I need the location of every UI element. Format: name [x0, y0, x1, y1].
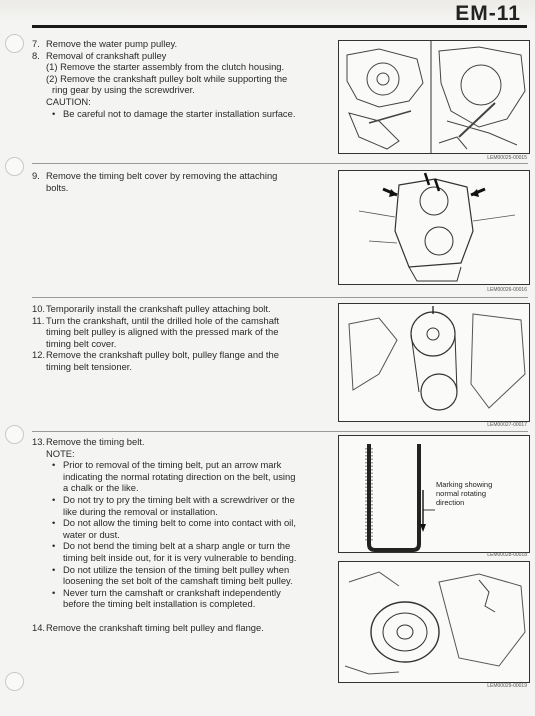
- line-text: indicating the normal rotating direction on the belt, using: [63, 470, 296, 482]
- line-text: a chalk or the like.: [63, 482, 139, 494]
- step-line: [32, 50, 332, 62]
- bullet-dot: •: [52, 107, 56, 119]
- step-line: [32, 170, 332, 182]
- camshaft-pulley-illustration: [339, 304, 529, 421]
- text-line: [32, 361, 332, 373]
- section-steps-10-12: [32, 301, 528, 431]
- page-code: EM-11: [455, 2, 521, 25]
- line-text: CAUTION:: [46, 95, 91, 107]
- line-text: Do not bend the timing belt at a sharp angle or turn the: [63, 540, 291, 552]
- text-line: [32, 552, 332, 564]
- step-number: 10.: [32, 303, 46, 314]
- figure-code: LEM00028-00018: [487, 552, 527, 558]
- step-line: [32, 303, 332, 315]
- line-text: Removal of crankshaft pulley: [46, 49, 167, 61]
- section-divider: [32, 297, 528, 298]
- bullet-dot: •: [52, 517, 56, 529]
- step-line: [32, 349, 332, 361]
- bullet-dot: •: [52, 586, 56, 598]
- figure-timing-belt-marking: [338, 435, 530, 553]
- section-text: [32, 303, 332, 373]
- header-rule: [32, 25, 527, 28]
- text-line: [32, 96, 332, 108]
- callout-line: Marking showing: [436, 480, 493, 489]
- step-number: 14.: [32, 621, 46, 633]
- line-text: Prior to removal of the timing belt, put an arrow mark: [63, 459, 282, 471]
- step-line: [32, 436, 332, 448]
- bullet-line: [32, 517, 332, 529]
- line-text: like during the removal or installation.: [63, 505, 218, 517]
- text-line: [32, 182, 332, 194]
- crankshaft-pulley-illustration: [339, 562, 529, 682]
- line-text: Be careful not to damage the starter installation surface.: [63, 107, 296, 119]
- step-line: [32, 315, 332, 327]
- section-step-9: [32, 167, 528, 297]
- section-text: [32, 170, 332, 193]
- section-divider: [32, 163, 528, 164]
- callout-line: normal rotating: [436, 489, 487, 498]
- line-text: before the timing belt installation is completed.: [63, 598, 256, 610]
- bullet-line: [32, 587, 332, 599]
- text-line: [32, 610, 332, 622]
- line-text: loosening the set bolt of the camshaft timing belt pulley.: [63, 575, 293, 587]
- binder-hole: [5, 157, 24, 176]
- text-line: [32, 73, 332, 85]
- figure-code: LEM00027-00017: [487, 422, 527, 428]
- text-line: [32, 506, 332, 518]
- text-line: [32, 482, 332, 494]
- line-text: ring gear by using the screwdriver.: [52, 84, 195, 96]
- bullet-line: [32, 108, 332, 120]
- figure-starter-removal: [338, 40, 530, 154]
- section-divider: [32, 431, 528, 432]
- line-text: Remove the timing belt.: [46, 436, 145, 447]
- step-number: 8.: [32, 49, 40, 61]
- timing-belt-cover-illustration: [339, 171, 529, 284]
- bullet-line: [32, 540, 332, 552]
- callout-line: direction: [436, 498, 465, 507]
- text-line: [32, 471, 332, 483]
- figure-timing-marks: [338, 303, 530, 422]
- text-line: [32, 598, 332, 610]
- line-text: Never turn the camshaft or crankshaft independently: [63, 586, 281, 598]
- step-number: 13.: [32, 436, 46, 447]
- bullet-dot: •: [52, 493, 56, 505]
- binder-hole: [5, 425, 24, 444]
- figure-timing-belt-cover: [338, 170, 530, 285]
- step-number: 7.: [32, 38, 40, 49]
- line-text: (2) Remove the crankshaft pulley bolt while supporting the: [46, 72, 288, 84]
- step-number: 9.: [32, 170, 40, 181]
- figure-code: LEM00026-00016: [487, 287, 527, 293]
- line-text: Turn the crankshaft, until the drilled hole of the camshaft: [46, 314, 280, 326]
- bullet-dot: •: [52, 540, 56, 552]
- line-text: timing belt tensioner.: [46, 360, 132, 372]
- figure-callout: [436, 480, 492, 507]
- section-steps-7-8: [32, 38, 528, 163]
- figure-code: LEM00025-00015: [487, 155, 527, 161]
- text-line: [32, 448, 332, 460]
- bullet-dot: •: [52, 563, 56, 575]
- line-text: Remove the timing belt cover by removing the attaching: [46, 170, 278, 181]
- step-line: [32, 38, 332, 50]
- line-text: Do not try to pry the timing belt with a screwdriver or the: [63, 493, 295, 505]
- bullet-line: [32, 494, 332, 506]
- text-line: [32, 61, 332, 73]
- step-line: [32, 622, 332, 634]
- line-text: Do not utilize the tension of the timing belt pulley when: [63, 563, 290, 575]
- line-text: bolts.: [46, 181, 69, 193]
- line-text: timing belt cover.: [46, 337, 117, 349]
- line-text: timing belt inside out, for it is very vulnerable to bending.: [63, 551, 297, 563]
- line-text: Remove the crankshaft timing belt pulley and flange.: [46, 621, 264, 633]
- text-line: [32, 575, 332, 587]
- text-line: [32, 529, 332, 541]
- timing-belt-illustration: [339, 436, 529, 552]
- text-line: [32, 84, 332, 96]
- step-number: 11.: [32, 314, 45, 326]
- text-line: [32, 338, 332, 350]
- binder-hole: [5, 34, 24, 53]
- figure-code: LEM00029-00019: [487, 683, 527, 689]
- line-text: Do not allow the timing belt to come into contact with oil,: [63, 517, 296, 529]
- step-number: 12.: [32, 349, 46, 361]
- engine-starter-illustration: [339, 41, 529, 153]
- bullet-line: [32, 459, 332, 471]
- figure-pulley-removal: [338, 561, 530, 683]
- text-line: [32, 326, 332, 338]
- line-text: water or dust.: [63, 528, 120, 540]
- line-text: Remove the crankshaft pulley bolt, pulley flange and the: [46, 349, 279, 361]
- bullet-dot: •: [52, 459, 56, 471]
- line-text: timing belt pulley is aligned with the pressed mark of the: [46, 326, 279, 338]
- line-text: NOTE:: [46, 447, 75, 459]
- line-text: (1) Remove the starter assembly from the clutch housing.: [46, 61, 285, 73]
- section-text: [32, 38, 332, 119]
- bullet-line: [32, 564, 332, 576]
- section-text: [32, 436, 332, 633]
- binder-hole: [5, 672, 24, 691]
- line-text: Temporarily install the crankshaft pulley attaching bolt.: [46, 303, 271, 314]
- line-text: Remove the water pump pulley.: [46, 38, 178, 49]
- section-steps-13-14: [32, 433, 528, 709]
